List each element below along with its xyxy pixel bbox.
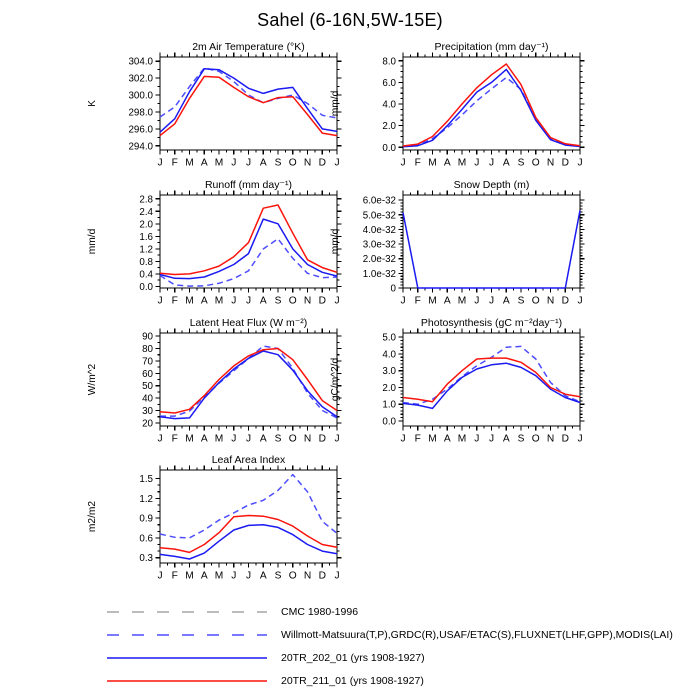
x-tick-label: J [245, 570, 252, 582]
x-tick-label: O [288, 433, 297, 445]
x-tick-label: J [231, 433, 237, 445]
y-tick-label: 2.0e-32 [362, 254, 396, 266]
y-tick-label: 90 [142, 331, 153, 343]
legend-item-cmc [106, 600, 673, 623]
legend-line-swatch [106, 606, 268, 618]
legend-line-swatch [106, 652, 268, 664]
y-tick-label: 4.0 [382, 349, 396, 361]
x-tick-label: M [428, 157, 437, 169]
y-tick-label: 0 [390, 283, 396, 295]
y-tick-label: 300.0 [128, 90, 153, 102]
x-tick-label: J [231, 157, 237, 169]
series-line-obs [160, 475, 337, 538]
y-tick-label: 1.2 [139, 244, 153, 256]
x-tick-label: M [428, 433, 437, 445]
series-line-obs [403, 78, 580, 147]
y-axis-label: W/m^2 [87, 363, 98, 396]
x-tick-label: J [231, 570, 237, 582]
y-tick-label: 1.6 [139, 231, 153, 243]
x-tick-label: A [443, 295, 451, 307]
x-tick-label: O [531, 433, 540, 445]
x-tick-label: O [531, 157, 540, 169]
x-tick-label: J [334, 157, 340, 169]
x-tick-label: D [318, 295, 326, 307]
y-tick-label: 50 [142, 381, 153, 393]
y-tick-label: 1.0 [382, 399, 396, 411]
x-tick-label: D [561, 295, 569, 307]
y-tick-label: 0.9 [139, 513, 153, 525]
x-tick-label: M [214, 157, 224, 169]
x-tick-label: M [214, 570, 224, 582]
chart-title: Photosynthesis (gC m⁻²day⁻¹) [420, 317, 563, 329]
x-tick-label: J [157, 433, 163, 445]
y-tick-label: 0.6 [139, 533, 153, 545]
x-tick-label: S [274, 157, 282, 169]
x-tick-label: J [245, 295, 252, 307]
x-tick-label: N [546, 433, 555, 445]
page-title: Sahel (6-16N,5W-15E) [257, 10, 443, 30]
axis-ticks [156, 466, 342, 568]
y-tick-label: 2.8 [139, 194, 153, 206]
x-tick-label: J [488, 157, 495, 169]
panel-precipitation [308, 41, 628, 188]
x-tick-label: J [488, 295, 495, 307]
axis-ticks [399, 191, 585, 293]
x-tick-label: J [474, 157, 480, 169]
x-tick-label: S [517, 295, 525, 307]
x-tick-label: O [531, 295, 540, 307]
x-tick-label: A [443, 157, 451, 169]
y-tick-label: 2.0 [382, 382, 396, 394]
x-tick-label: M [457, 157, 467, 169]
chart-title: Latent Heat Flux (W m⁻²) [189, 317, 308, 329]
x-tick-label: A [200, 433, 208, 445]
x-tick-label: J [488, 433, 495, 445]
x-tick-label: A [200, 295, 208, 307]
x-tick-label: J [334, 433, 340, 445]
y-tick-label: 304.0 [128, 56, 153, 68]
chart-1 [308, 41, 628, 183]
x-tick-label: J [334, 570, 340, 582]
y-tick-label: 2.0 [139, 219, 153, 231]
x-tick-label: A [502, 433, 510, 445]
series-line-20TR_202_01 [403, 210, 580, 288]
x-tick-label: F [171, 433, 178, 445]
y-tick-label: 0.4 [139, 269, 153, 281]
x-tick-label: S [274, 570, 282, 582]
x-tick-label: J [245, 157, 252, 169]
x-tick-label: M [185, 433, 194, 445]
x-tick-label: S [274, 295, 282, 307]
y-tick-label: 20 [142, 418, 153, 430]
x-tick-label: D [318, 433, 326, 445]
chart-title: 2m Air Temperature (°K) [192, 41, 305, 53]
x-tick-label: D [561, 157, 569, 169]
x-tick-label: S [274, 433, 282, 445]
legend-item-label: CMC 1980-1996 [281, 605, 359, 618]
x-tick-label: N [303, 295, 312, 307]
x-tick-label: J [400, 295, 406, 307]
y-tick-label: 80 [142, 344, 153, 355]
x-tick-label: F [171, 157, 178, 169]
legend-item-label: Willmott-Matsuura(T,P),GRDC(R),USAF/ETAC(S),FLUXNET(LHF,GPP),MODIS(LAI) [281, 628, 673, 641]
y-tick-label: 302.0 [128, 73, 153, 85]
y-tick-label: 0.0 [382, 142, 396, 154]
x-tick-label: J [400, 433, 406, 445]
legend-item-obs [106, 623, 673, 646]
y-tick-label: 4.0 [382, 99, 396, 111]
x-tick-label: O [288, 295, 297, 307]
x-tick-label: N [303, 433, 312, 445]
plot-frame [160, 470, 337, 563]
x-tick-label: S [517, 433, 525, 445]
x-tick-label: J [400, 157, 406, 169]
y-tick-label: 1.5 [139, 474, 153, 486]
y-tick-label: 298.0 [128, 107, 153, 119]
x-tick-label: N [546, 157, 555, 169]
legend [106, 600, 673, 692]
x-tick-label: A [259, 433, 267, 445]
x-tick-label: D [561, 433, 569, 445]
chart-title: Snow Depth (m) [453, 179, 530, 191]
x-tick-label: N [546, 295, 555, 307]
x-tick-label: A [443, 433, 451, 445]
x-tick-label: N [303, 157, 312, 169]
axis-ticks [399, 329, 585, 431]
legend-item-20tr-211 [106, 669, 673, 692]
series-line-obs [403, 346, 580, 404]
plot-frame [403, 333, 580, 426]
y-tick-label: 5.0 [382, 332, 396, 344]
y-tick-label: 294.0 [128, 141, 153, 153]
y-axis-label: mm/d [330, 90, 341, 117]
y-tick-label: 0.8 [139, 256, 153, 268]
x-tick-label: M [214, 295, 224, 307]
x-tick-label: M [457, 433, 467, 445]
y-tick-label: 296.0 [128, 124, 153, 136]
y-tick-label: 0.0 [139, 281, 153, 293]
legend-item-20tr-202 [106, 646, 673, 669]
y-tick-label: 1.2 [139, 493, 153, 505]
x-tick-label: D [318, 157, 326, 169]
y-tick-label: 3.0e-32 [362, 239, 396, 251]
x-tick-label: J [231, 295, 237, 307]
x-tick-label: F [414, 157, 421, 169]
chart-title: Runoff (mm day⁻¹) [204, 179, 293, 191]
panel-photosynthesis [308, 317, 628, 464]
legend-item-label: 20TR_202_01 (yrs 1908-1927) [281, 651, 425, 664]
legend-item-label: 20TR_211_01 (yrs 1908-1927) [281, 674, 424, 687]
series-line-20TR_202_01 [160, 525, 337, 559]
x-tick-label: J [334, 295, 340, 307]
y-tick-label: 6.0 [382, 77, 396, 89]
x-tick-label: F [171, 570, 178, 582]
chart-5 [308, 317, 628, 459]
y-tick-label: 2.0 [382, 121, 396, 133]
x-tick-label: A [200, 157, 208, 169]
x-tick-label: J [474, 295, 480, 307]
y-tick-label: 60 [142, 368, 153, 380]
x-tick-label: S [517, 157, 525, 169]
y-tick-label: 8.0 [382, 56, 396, 68]
y-tick-label: 3.0 [382, 366, 396, 378]
y-tick-label: 40 [142, 393, 153, 405]
x-tick-label: O [288, 157, 297, 169]
y-tick-label: 2.4 [139, 206, 153, 218]
panel-snow-depth [308, 179, 628, 326]
x-tick-label: A [259, 570, 267, 582]
series-line-20TR_211_01 [403, 64, 580, 146]
y-tick-label: 70 [142, 356, 153, 368]
x-tick-label: J [577, 295, 583, 307]
plot-frame [403, 195, 580, 288]
x-tick-label: J [157, 157, 163, 169]
x-tick-label: A [259, 157, 267, 169]
x-tick-label: M [185, 295, 194, 307]
x-tick-label: J [245, 433, 252, 445]
x-tick-label: J [157, 570, 163, 582]
series-line-20TR_202_01 [403, 69, 580, 146]
plot-frame [403, 57, 580, 150]
x-tick-label: F [414, 433, 421, 445]
axis-labels [382, 56, 582, 168]
x-tick-label: J [474, 433, 480, 445]
x-tick-label: F [414, 295, 421, 307]
y-tick-label: 30 [142, 406, 153, 417]
legend-line-swatch [106, 675, 268, 687]
y-tick-label: 6.0e-32 [362, 195, 396, 207]
chart-3 [308, 179, 628, 321]
x-tick-label: M [214, 433, 224, 445]
y-tick-label: 0.0 [382, 416, 396, 428]
chart-title: Precipitation (mm day⁻¹) [434, 41, 549, 53]
x-tick-label: A [502, 295, 510, 307]
x-tick-label: A [259, 295, 267, 307]
x-tick-label: J [577, 157, 583, 169]
y-axis-label: mm/d [330, 228, 341, 255]
panel-leaf-area-index [65, 454, 385, 601]
x-tick-label: A [502, 157, 510, 169]
y-axis-label: gC/m^2/d [330, 357, 341, 402]
series-line-20TR_211_01 [160, 516, 337, 553]
axis-labels [363, 196, 583, 307]
y-axis-label: m2/m2 [87, 500, 98, 533]
x-tick-label: J [157, 295, 163, 307]
y-axis-label: K [87, 100, 98, 107]
x-tick-label: M [185, 570, 194, 582]
y-tick-label: 0.3 [139, 553, 153, 565]
chart-title: Leaf Area Index [211, 454, 286, 466]
x-tick-label: N [303, 570, 312, 582]
y-tick-label: 1.0e-32 [362, 268, 396, 280]
x-tick-label: O [288, 570, 297, 582]
x-tick-label: M [185, 157, 194, 169]
y-axis-label: mm/d [87, 228, 98, 255]
x-tick-label: M [457, 295, 467, 307]
y-tick-label: 4.0e-32 [362, 224, 396, 236]
x-tick-label: A [200, 570, 208, 582]
x-tick-label: D [318, 570, 326, 582]
x-tick-label: M [428, 295, 437, 307]
x-tick-label: J [577, 433, 583, 445]
y-tick-label: 5.0e-32 [362, 210, 396, 222]
legend-line-swatch [106, 629, 268, 641]
chart-6 [65, 454, 385, 596]
x-tick-label: F [171, 295, 178, 307]
